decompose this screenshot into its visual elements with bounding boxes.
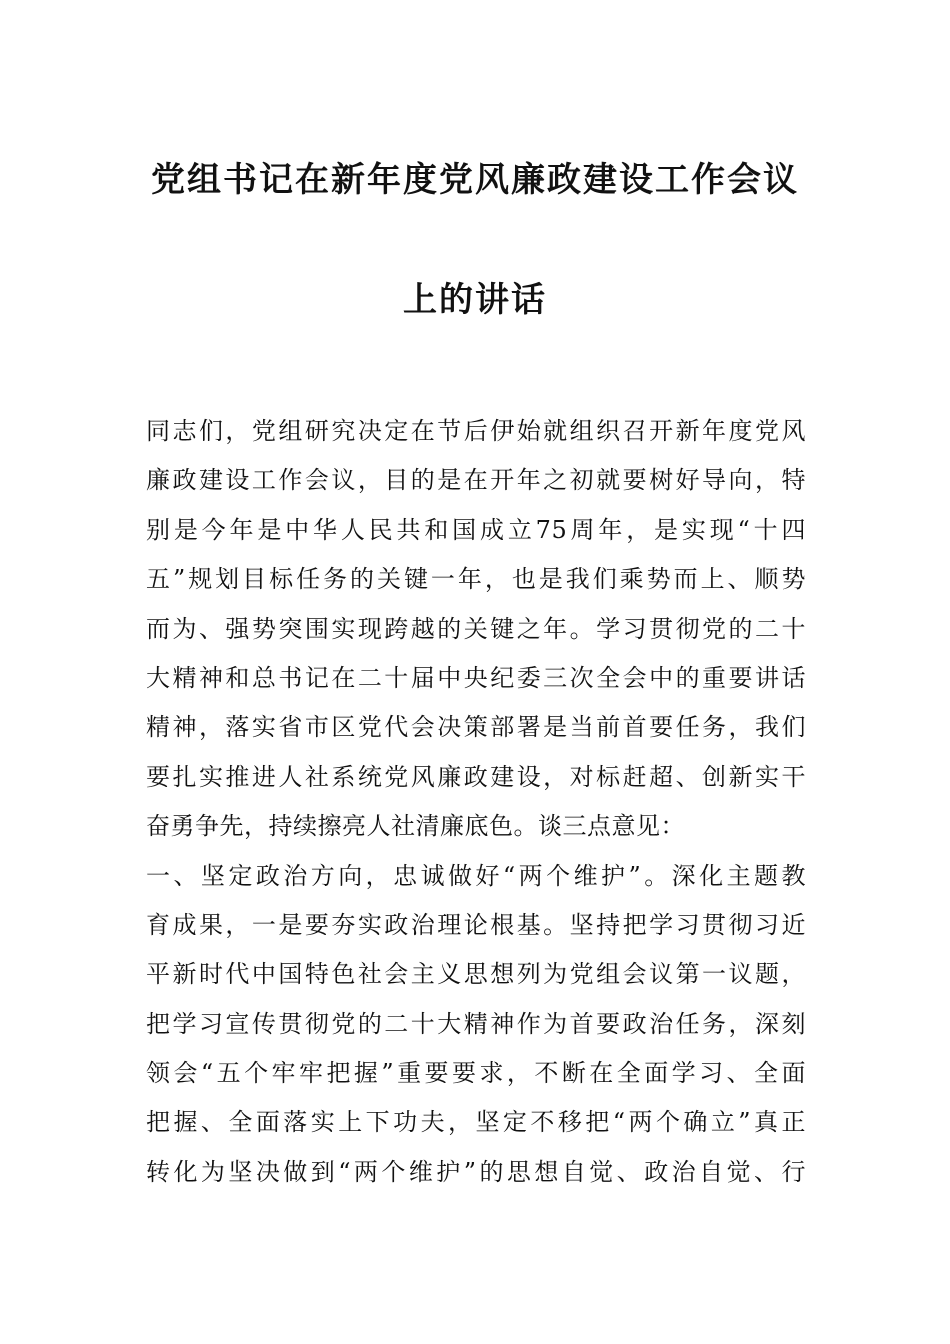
body-line: 转化为坚决做到“两个维护”的思想自觉、政治自觉、行 xyxy=(146,1157,806,1186)
body-line: 五”规划目标任务的关键一年，也是我们乘势而上、顺势 xyxy=(146,565,806,594)
body-line: 廉政建设工作会议，目的是在开年之初就要树好导向，特 xyxy=(146,466,806,495)
body-line: 精神，落实省市区党代会决策部署是当前首要任务，我们 xyxy=(146,713,806,742)
body-line: 奋勇争先，持续擦亮人社清廉底色。谈三点意见： xyxy=(146,812,685,841)
body-line: 育成果，一是要夯实政治理论根基。坚持把学习贯彻习近 xyxy=(146,910,806,939)
body-line: 同志们，党组研究决定在节后伊始就组织召开新年度党风 xyxy=(146,417,806,445)
body-line: 一、坚定政治方向，忠诚做好“两个维护”。深化主题教 xyxy=(146,861,806,890)
body-line: 把握、全面落实上下功夫，坚定不移把“两个确立”真正 xyxy=(146,1108,806,1137)
body-line: 要扎实推进人社系统党风廉政建设，对标赶超、创新实干 xyxy=(146,762,806,791)
body-line: 大精神和总书记在二十届中央纪委三次全会中的重要讲话 xyxy=(146,663,806,692)
body-line: 平新时代中国特色社会主义思想列为党组会议第一议题， xyxy=(146,960,806,989)
body-line: 把学习宣传贯彻党的二十大精神作为首要政治任务，深刻 xyxy=(146,1009,806,1038)
body-line: 而为、强势突围实现跨越的关键之年。学习贯彻党的二十 xyxy=(146,614,806,643)
body-line: 别是今年是中华人民共和国成立75周年，是实现“十四 xyxy=(146,515,806,544)
document-title-line-2: 上的讲话 xyxy=(403,280,547,320)
document-body xyxy=(146,407,806,1197)
body-line: 领会“五个牢牢把握”重要要求，不断在全面学习、全面 xyxy=(146,1059,806,1088)
document-title-line-1: 党组书记在新年度党风廉政建设工作会议 xyxy=(151,160,799,200)
